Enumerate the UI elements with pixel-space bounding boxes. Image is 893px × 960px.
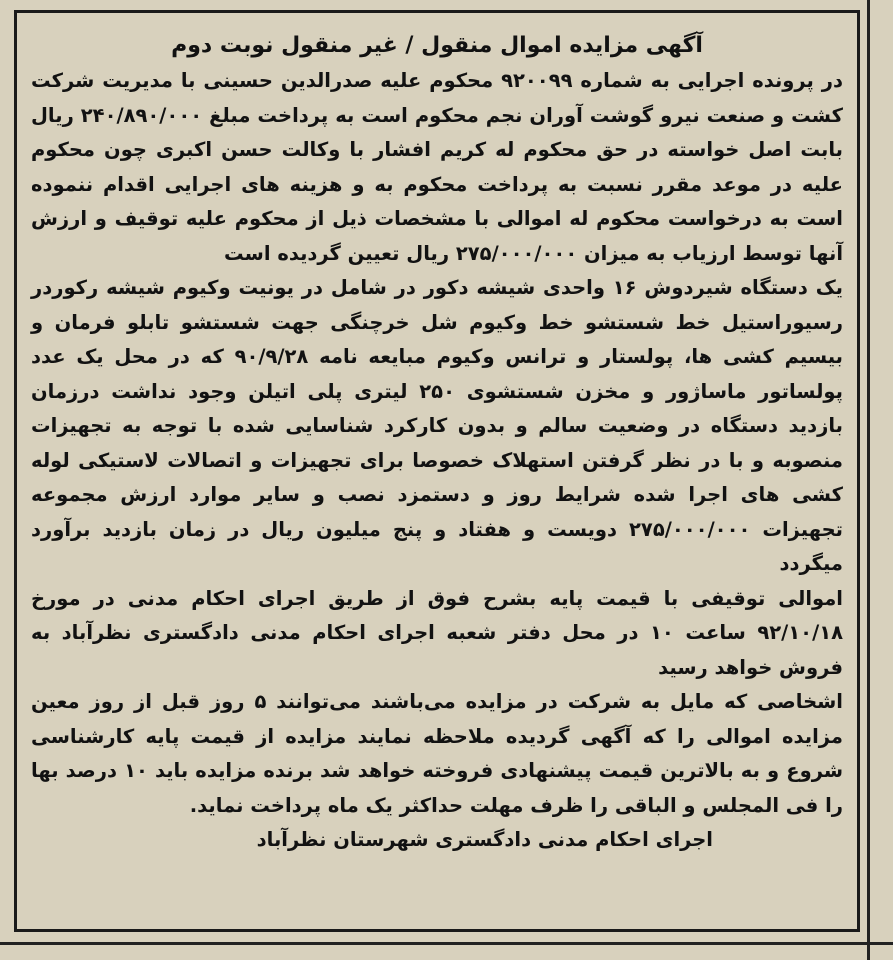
notice-body — [31, 64, 843, 823]
notice-paragraph-items: یک دستگاه شیردوش ۱۶ واحدی شیشه دکور در شامل در یونیت وکیوم شیشه رکوردر رسیوراستیل خط شستشو خط وکیوم شل خرچنگی جهت شستشو تابلو فرمان و بیسیم کشی ها، پولستار و ترانس وکیوم مبایعه نامه ۹۰/۹/۲۸ که در محل یک عدد پولساتور ماساژور و مخزن شستشوی ۲۵۰ لیتری پلی اتیلن وجود نداشت درزمان بازدید دستگاه در وضعیت سالم و بدون کارکرد شناسایی شده با توجه به تجهیزات منصوبه و با در نظر گرفتن استهلاک خصوصا برای تجهیزات و اتصالات لاستیکی لوله کشی های اجرا شده شرایط روز و دستمزد نصب و سایر موارد ارزش مجموعه تجهیزات ۲۷۵/۰۰۰/۰۰۰ دویست و هفتاد و پنج میلیون ریال در زمان بازدید برآورد میگردد — [31, 276, 843, 575]
notice-signature: اجرای احکام مدنی دادگستری شهرستان نظرآباد — [256, 828, 713, 851]
column-divider-horizontal — [0, 942, 893, 945]
notice-title: آگهی مزایده اموال منقول / غیر منقول نوبت دوم — [171, 33, 703, 58]
notice-paragraph-conditions: اشخاصی که مایل به شرکت در مزایده می‌باشند می‌توانند ۵ روز قبل از روز معین مزایده اموالی را که آگهی گردیده ملاحظه نمایند مزایده از قیمت پایه کارشناسی شروع و به بالاترین قیمت پیشنهادی فروخته خواهد شد برنده مزایده باید ۱۰ درصد بها را فی المجلس و الباقی را ظرف مهلت حداکثر یک ماه پرداخت نماید. — [31, 690, 843, 817]
auction-notice-box — [14, 10, 860, 932]
notice-paragraph-sale-date: اموالی توقیفی با قیمت پایه بشرح فوق از طریق اجرای احکام مدنی در مورخ ۹۲/۱۰/۱۸ ساعت ۱۰ در محل دفتر شعبه اجرای احکام مدنی دادگستری نظرآباد به فروش خواهد رسید — [31, 586, 843, 679]
column-divider-vertical — [867, 0, 870, 960]
notice-paragraph-case: در پرونده اجرایی به شماره ۹۲۰۰۹۹ محکوم علیه صدرالدین حسینی با مدیریت شرکت کشت و صنعت نیرو گوشت آوران نجم محکوم است به پرداخت مبلغ ۲۴۰/۸۹۰/۰۰۰ ریال بابت اصل خواسته در حق محکوم له کریم افشار با وکالت حسن اکبری چون محکوم علیه در موعد مقرر نسبت به پرداخت محکوم به و هزینه های اجرایی اقدام ننموده است به درخواست محکوم له اموالی با مشخصات ذیل از محکوم علیه توقیف و ارزش آنها توسط ارزیاب به میزان ۲۷۵/۰۰۰/۰۰۰ ریال تعیین گردیده است — [31, 69, 843, 265]
